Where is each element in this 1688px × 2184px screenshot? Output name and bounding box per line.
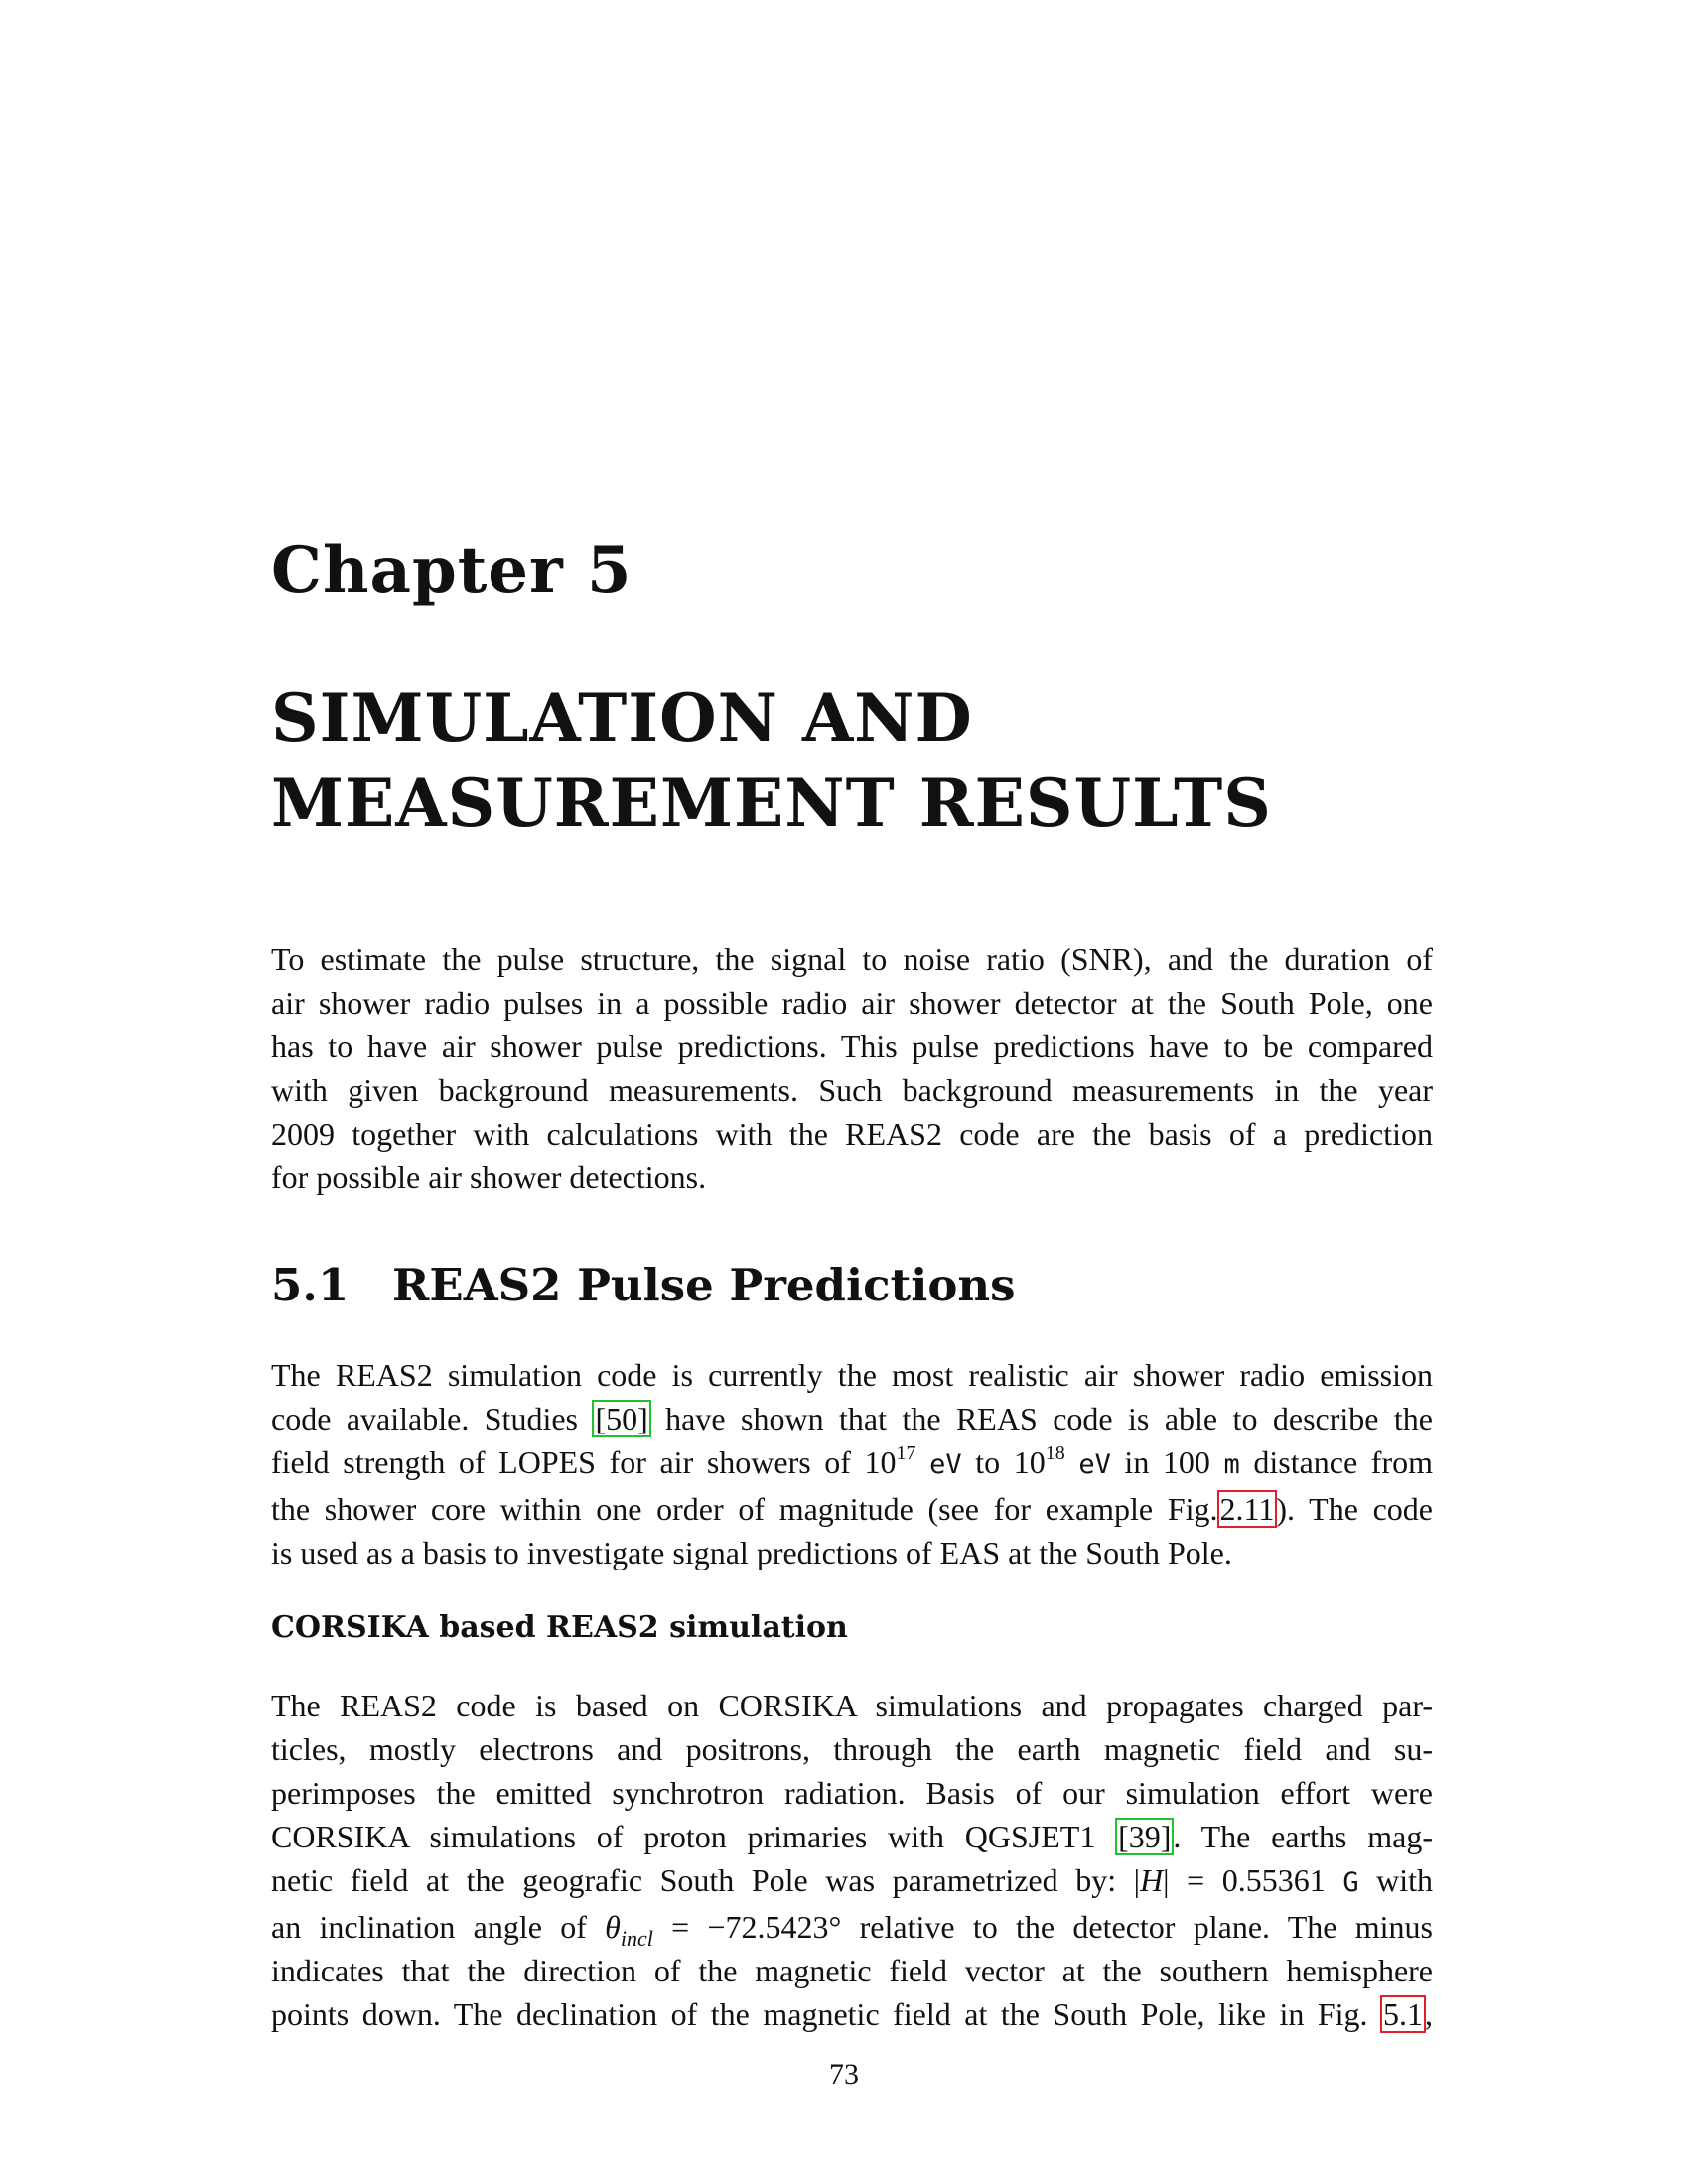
- text-run: field strength of LOPES for air showers of 10: [271, 1444, 897, 1480]
- text-run: CORSIKA simulations of proton primaries with QGSJET1: [271, 1819, 1117, 1854]
- text-run: with: [1358, 1862, 1434, 1898]
- paragraph-line: [271, 1815, 1433, 1858]
- text-run: ). The code: [1276, 1491, 1434, 1527]
- paragraph-line: ticles, mostly electrons and positrons, through the earth magnetic field and su-: [271, 1731, 1433, 1767]
- math-symbol-h: H: [1140, 1862, 1164, 1898]
- text-run: distance from: [1239, 1444, 1433, 1480]
- subsection-heading: CORSIKA based REAS2 simulation: [271, 1610, 848, 1645]
- text-run: an inclination angle of: [271, 1909, 606, 1945]
- text-run: . The earths mag-: [1173, 1819, 1434, 1854]
- section-title: REAS2 Pulse Predictions: [392, 1259, 1016, 1311]
- exponent: 17: [896, 1442, 916, 1464]
- intro-line: 2009 together with calculations with the REAS2 code are the basis of a prediction: [271, 1116, 1433, 1152]
- paragraph-line: [271, 1487, 1433, 1531]
- citation-link-39[interactable]: [39]: [1118, 1819, 1172, 1854]
- reas2-paragraph: [271, 1353, 1433, 1574]
- math-subscript-incl: incl: [620, 1926, 653, 1951]
- paragraph-line: [271, 1858, 1433, 1905]
- paragraph-line: The REAS2 code is based on CORSIKA simulations and propagates charged par-: [271, 1688, 1433, 1723]
- paragraph-line: The REAS2 simulation code is currently the most realistic air shower radio emission: [271, 1357, 1433, 1393]
- intro-line: air shower radio pulses in a possible radio air shower detector at the South Pole, one: [271, 985, 1433, 1021]
- corsika-paragraph: [271, 1684, 1433, 2036]
- text-run: code available. Studies: [271, 1401, 594, 1436]
- intro-paragraph: [271, 937, 1433, 1199]
- unit-m: m: [1223, 1449, 1240, 1480]
- paragraph-line: is used as a basis to investigate signal predictions of EAS at the South Pole.: [271, 1535, 1232, 1570]
- exponent: 18: [1045, 1442, 1065, 1464]
- intro-line: has to have air shower pulse predictions. This pulse predictions have to be compared: [271, 1028, 1433, 1064]
- paragraph-line: [271, 1905, 1433, 1949]
- chapter-title: [271, 675, 1272, 846]
- text-run: ,: [1425, 1996, 1433, 2032]
- figure-link-5-1[interactable]: 5.1: [1383, 1996, 1423, 2032]
- text-run: to 10: [961, 1444, 1046, 1480]
- unit-ev: eV: [1078, 1449, 1111, 1480]
- chapter-label: Chapter 5: [271, 533, 633, 608]
- unit-gauss: G: [1342, 1867, 1359, 1898]
- intro-line: for possible air shower detections.: [271, 1160, 707, 1195]
- chapter-title-line-1: SIMULATION AND: [271, 679, 973, 756]
- page-number: 73: [829, 2058, 859, 2091]
- paragraph-line: [271, 1992, 1433, 2036]
- text-run: netic field at the geografic South Pole was parametrized by: |: [271, 1862, 1141, 1898]
- text-run: have shown that the REAS code is able to describe the: [649, 1401, 1434, 1436]
- section-number: 5.1: [271, 1259, 350, 1311]
- intro-line: To estimate the pulse structure, the signal to noise ratio (SNR), and the duration of: [271, 941, 1433, 977]
- paragraph-line: [271, 1440, 1433, 1487]
- citation-link-50[interactable]: [50]: [595, 1401, 648, 1436]
- paragraph-line: perimposes the emitted synchrotron radiation. Basis of our simulation effort were: [271, 1775, 1433, 1811]
- unit-ev: eV: [929, 1449, 962, 1480]
- text-run: | = 0.55361: [1163, 1862, 1343, 1898]
- paragraph-line: [271, 1397, 1433, 1440]
- text-run: = −72.5423° relative to the detector plane. The minus: [652, 1909, 1434, 1945]
- text-run: the shower core within one order of magnitude (see for example Fig.: [271, 1491, 1218, 1527]
- intro-line: with given background measurements. Such background measurements in the year: [271, 1072, 1433, 1108]
- text-run: in 100: [1110, 1444, 1224, 1480]
- math-symbol-theta: θ: [605, 1909, 621, 1945]
- text-run: points down. The declination of the magnetic field at the South Pole, like in Fig.: [271, 1996, 1381, 2032]
- chapter-title-line-2: MEASUREMENT RESULTS: [271, 764, 1272, 842]
- paragraph-line: indicates that the direction of the magnetic field vector at the southern hemisphere: [271, 1953, 1433, 1988]
- figure-link-2-11[interactable]: 2.11: [1219, 1491, 1275, 1527]
- section-heading: [271, 1259, 1015, 1311]
